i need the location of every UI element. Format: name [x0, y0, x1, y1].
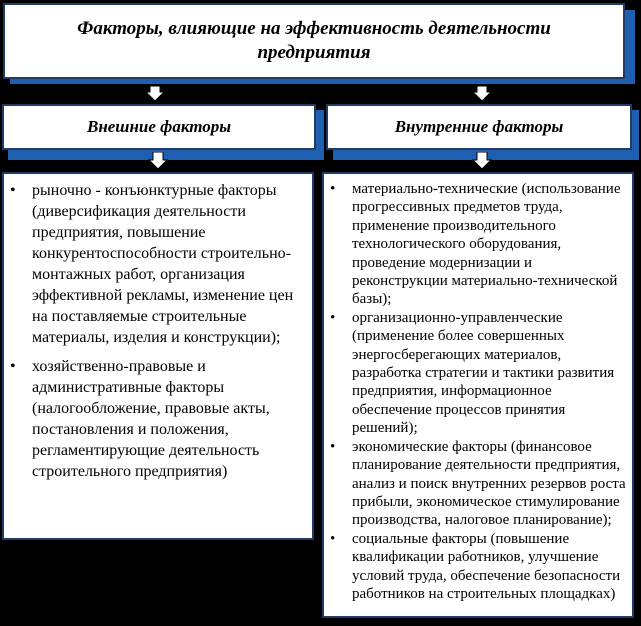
list-item-text: социальные факторы (повышение квалификации работников, улучшение условий труда, обеспечение безопасности работников на строительных площадках) — [352, 530, 621, 602]
arrow-down-icon — [472, 152, 492, 170]
bullet-icon: • — [330, 181, 336, 197]
bullet-icon: • — [10, 358, 16, 375]
internal-factors-header — [326, 104, 632, 150]
list-item — [10, 356, 304, 482]
bullet-icon: • — [10, 182, 16, 199]
list-item-text: материально-технические (использование прогрессивных предметов труда, применение производительного технологического оборудования, проведение модернизации и реконструкции материально-технической базы); — [352, 181, 621, 308]
list-item-text: организационно-управленческие (применение более совершенных энергосберегающих материалов, разработка стратегии и тактики развития предприятия, информационное обеспечение процессов принятия решений); — [352, 309, 615, 437]
list-item — [10, 180, 304, 348]
list-item-text: хозяйственно-правовые и административные факторы (налогообложение, правовые акты, постановления и положения, регламентирующие деятельность строительного предприятия) — [32, 358, 270, 480]
internal-factors-list — [322, 172, 634, 618]
diagram-title — [3, 3, 625, 79]
external-factors-header — [2, 104, 316, 150]
arrow-down-icon — [472, 86, 492, 102]
arrow-down-icon — [145, 86, 165, 102]
list-item-text: рыночно - конъюнктурные факторы (диверсификация деятельности предприятия, повышение конкурентоспособности строительно-монтажных работ, организация эффективной рекламы, изменение цен на поставляемые строительные материалы, изделия и конструкции); — [32, 182, 294, 346]
external-header-text: Внешние факторы — [86, 117, 232, 136]
arrow-down-icon — [148, 152, 168, 170]
bullet-icon: • — [330, 530, 336, 547]
diagram-title-text: Факторы, влияющие на эффективность деятельности предприятия — [77, 18, 551, 63]
list-item-text: экономические факторы (финансовое планирование деятельности предприятия, анализ и поиск внутренних резервов роста прибыли, экономическое стимулирование производства, налоговое планирование); — [352, 438, 626, 529]
list-item — [330, 438, 626, 530]
external-factors-list — [2, 172, 314, 540]
bullet-icon: • — [330, 438, 336, 455]
list-item — [330, 530, 626, 604]
bullet-icon: • — [330, 309, 336, 326]
internal-header-text: Внутренние факторы — [394, 117, 564, 136]
list-item — [330, 180, 626, 309]
list-item — [330, 309, 626, 438]
